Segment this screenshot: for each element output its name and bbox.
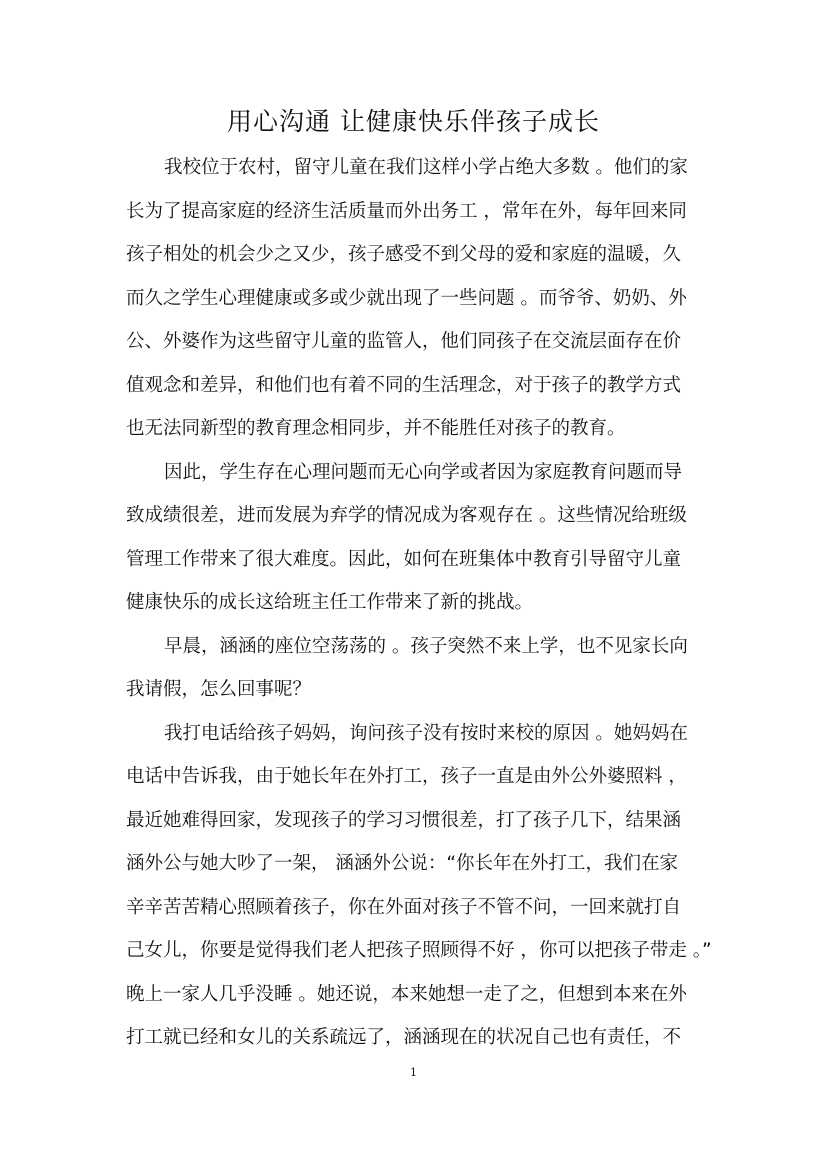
paragraph-line: 辛辛苦苦精心照顾着孩子，你在外面对孩子不管不问，一回来就打自 xyxy=(126,896,682,918)
paragraph-line: 我打电话给孩子妈妈，询问孩子没有按时来校的原因 。她妈妈在 xyxy=(164,722,688,744)
paragraph-line: 而久之学生心理健康或多或少就出现了一些问题 。而爷爷、奶奶、外 xyxy=(126,287,687,309)
paragraph-line: 长为了提高家庭的经济生活质量而外出务工 ，常年在外，每年回来同 xyxy=(126,200,687,222)
paragraph-line: 孩子相处的机会少之又少，孩子感受不到父母的爱和家庭的温暖，久 xyxy=(126,244,682,265)
paragraph-line: 管理工作带来了很大难度。因此，如何在班集体中教育引导留守儿童 xyxy=(126,548,682,570)
page-number: 1 xyxy=(410,1066,417,1079)
paragraph-line: 也无法同新型的教育理念相同步，并不能胜任对孩子的教育。 xyxy=(126,418,626,439)
document-body xyxy=(126,146,712,1060)
paragraph-line: 公、外婆作为这些留守儿童的监管人，他们同孩子在交流层面存在价 xyxy=(126,331,682,352)
paragraph-line: 晚上一家人几乎没睡 。她还说，本来她想一走了之，但想到本来在外 xyxy=(126,983,687,1005)
paragraph-line: 己女儿，你要是觉得我们老人把孩子照顾得不好 ，你可以把孩子带走 。” xyxy=(126,940,712,961)
document-title: 用心沟通 让健康快乐伴孩子成长 xyxy=(227,107,600,136)
paragraph-line: 电话中告诉我，由于她长年在外打工，孩子一直是由外公外婆照料 ， xyxy=(126,766,687,787)
paragraph-line: 早晨，涵涵的座位空荡荡的 。孩子突然不来上学，也不见家长向 xyxy=(164,635,688,657)
paragraph-line: 涵外公与她大吵了一架， 涵涵外公说：“你长年在外打工，我们在家 xyxy=(126,853,678,874)
paragraph-line: 最近她难得回家，发现孩子的学习习惯很差，打了孩子几下，结果涵 xyxy=(126,809,682,831)
paragraph-line: 我校位于农村，留守儿童在我们这样小学占绝大多数 。他们的家 xyxy=(164,157,688,178)
paragraph-line: 值观念和差异，和他们也有着不同的生活理念，对于孩子的教学方式 xyxy=(126,374,682,396)
paragraph-line: 打工就已经和女儿的关系疏远了，涵涵现在的状况自己也有责任，不 xyxy=(126,1027,682,1048)
paragraph-line: 健康快乐的成长这给班主任工作带来了新的挑战。 xyxy=(126,592,534,613)
paragraph-line: 因此，学生存在心理问题而无心向学或者因为家庭教育问题而导 xyxy=(164,461,683,483)
paragraph-line: 致成绩很差，进而发展为弃学的情况成为客观存在 。这些情况给班级 xyxy=(126,505,687,526)
paragraph-line: 我请假，怎么回事呢？ xyxy=(126,679,312,700)
